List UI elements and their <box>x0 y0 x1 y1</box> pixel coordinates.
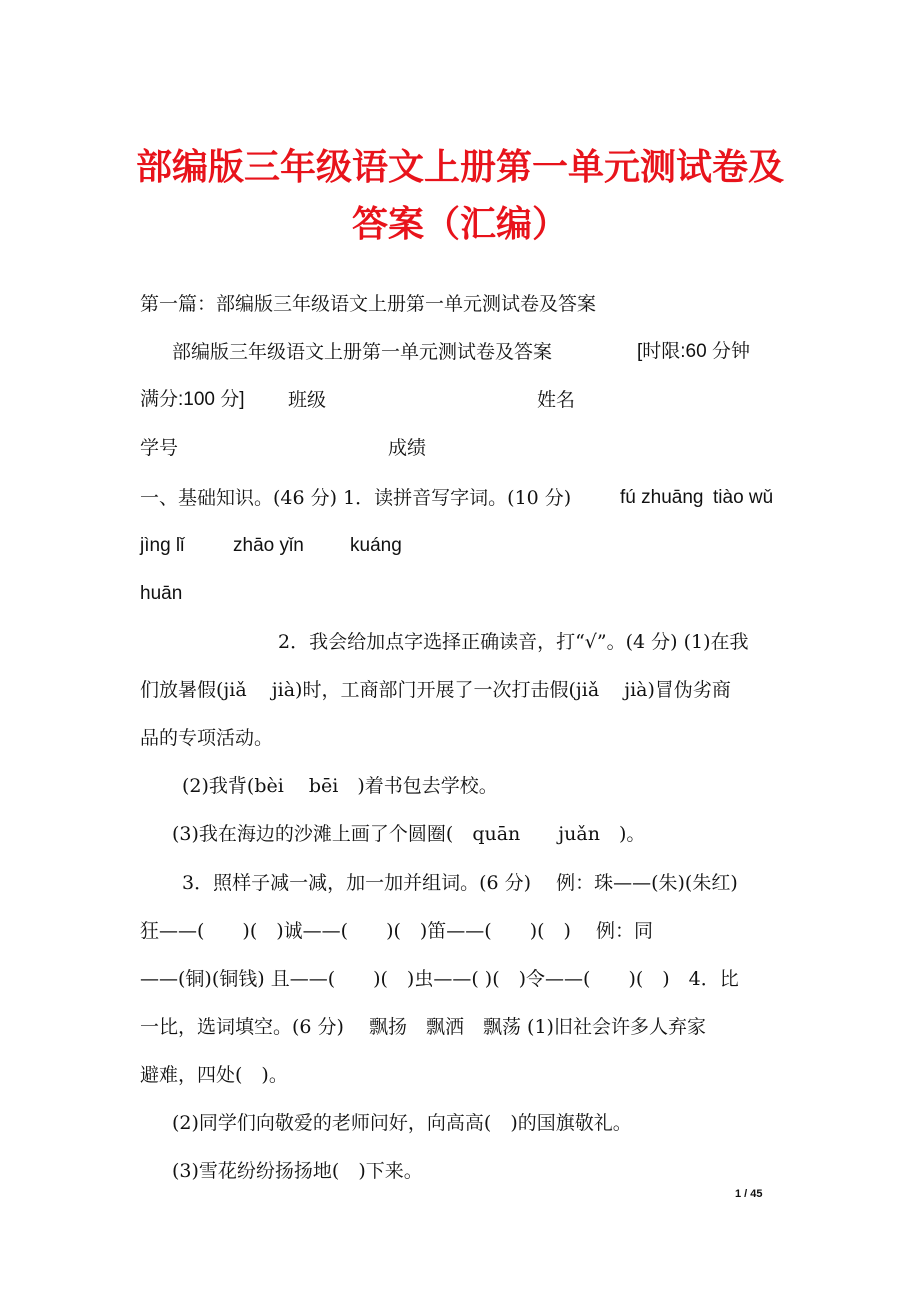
section-heading: 第一篇：部编版三年级语文上册第一单元测试卷及答案 <box>140 293 597 315</box>
pinyin-tiao-wu: tiào wǔ <box>713 487 774 508</box>
question2-item2: (2)我背(bèi bēi )着书包去学校。 <box>182 775 498 797</box>
full-score: 满分:100 分] <box>140 389 245 410</box>
question4-item2: (2)同学们向敬爱的老师问好，向高高( )的国旗敬礼。 <box>172 1112 632 1134</box>
document-title-line2: 答案（汇编） <box>351 203 568 245</box>
question4-item3: (3)雪花纷纷扬扬地( )下来。 <box>172 1160 423 1182</box>
part1-heading: 一、基础知识。(46 分) 1．读拼音写字词。(10 分) <box>140 487 572 509</box>
question2-line1: 2．我会给加点字选择正确读音，打“√”。(4 分) (1)在我 <box>278 631 749 653</box>
pinyin-zhao-yin: zhāo yǐn <box>233 535 304 556</box>
name-label: 姓名 <box>537 389 576 411</box>
class-label: 班级 <box>288 389 327 411</box>
question2-item3: (3)我在海边的沙滩上画了个圆圈( quān juǎn )。 <box>172 823 646 845</box>
document-title-line1: 部编版三年级语文上册第一单元测试卷及 <box>135 146 784 188</box>
pinyin-fu-zhuang: fú zhuāng <box>620 487 704 508</box>
time-limit: [时限:60 分钟 <box>637 341 750 362</box>
question3-line3: ——(铜)(铜钱) 且——( )( )虫——( )( )令——( )( ) 4．比 <box>140 968 739 990</box>
pinyin-huan: huān <box>140 583 183 604</box>
question4-line2: 避难，四处( )。 <box>140 1064 288 1086</box>
score-label: 成绩 <box>388 437 427 459</box>
page-number: 1 / 45 <box>735 1188 763 1200</box>
question3-line2: 狂——( )( )诚——( )( )笛——( )( ) 例：同 <box>140 920 653 942</box>
pinyin-kuang: kuáng <box>350 535 402 556</box>
question2-line2: 们放暑假(jiǎ jià)时，工商部门开展了一次打击假(jiǎ jià)冒伪劣商 <box>140 679 731 701</box>
question2-line3: 品的专项活动。 <box>140 727 274 749</box>
student-id-label: 学号 <box>140 437 179 459</box>
subtitle: 部编版三年级语文上册第一单元测试卷及答案 <box>172 341 553 363</box>
question4-line1: 一比，选词填空。(6 分) 飘扬 飘洒 飘荡 (1)旧社会许多人弃家 <box>140 1016 706 1038</box>
question3-line1: 3．照样子减一减，加一加并组词。(6 分) 例：珠——(朱)(朱红) <box>182 872 738 894</box>
pinyin-jing-li: jìng lǐ <box>140 535 185 556</box>
